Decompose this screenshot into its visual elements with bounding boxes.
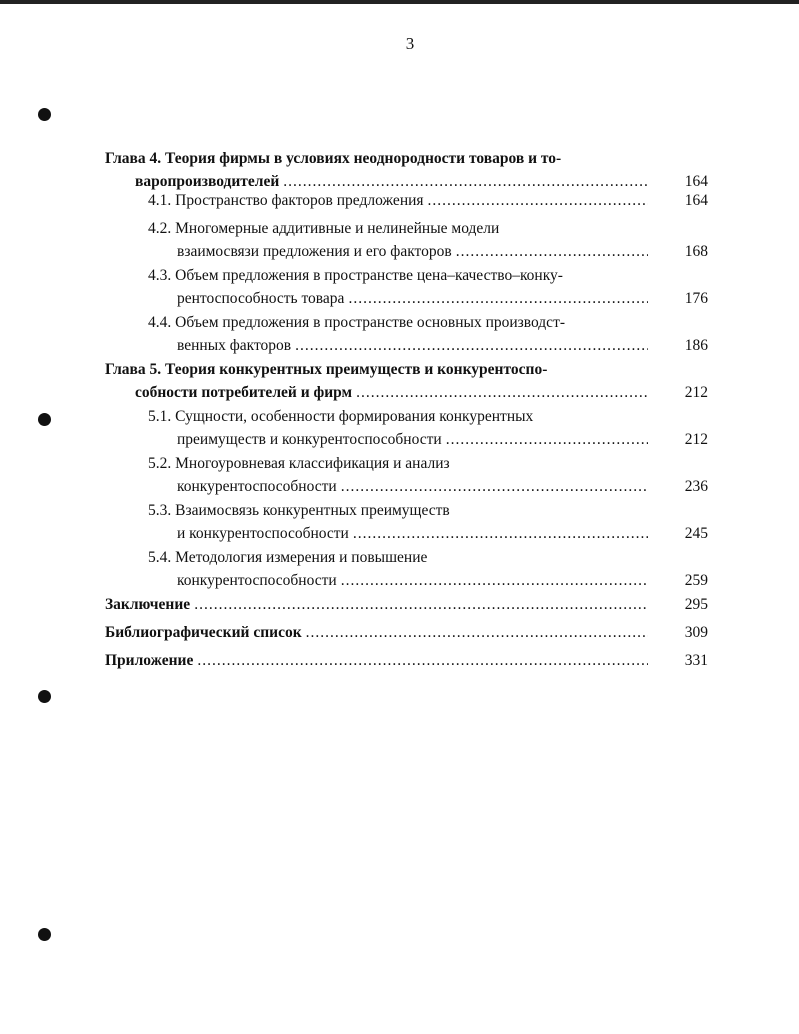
dot-leader	[341, 475, 648, 498]
toc-entry-section-4-2[interactable]	[148, 217, 708, 263]
binder-hole-mark	[38, 928, 51, 941]
toc-page-number: 245	[684, 525, 708, 542]
dot-leader	[306, 621, 648, 644]
toc-entry-conclusion[interactable]	[105, 593, 708, 616]
toc-entry-section-4-1[interactable]	[148, 189, 708, 212]
dot-leader	[456, 240, 648, 263]
toc-entry-section-5-1[interactable]	[148, 405, 708, 451]
toc-page-number: 309	[684, 624, 708, 641]
dot-leader	[194, 593, 648, 616]
toc-entry-title: 5.2. Многоуровневая классификация и анализ	[148, 455, 450, 472]
binder-hole-mark	[38, 108, 51, 121]
toc-entry-appendix[interactable]	[105, 649, 708, 672]
dot-leader	[348, 287, 648, 310]
toc-entry-title: Приложение	[105, 652, 194, 669]
toc-entry-section-5-4[interactable]	[148, 546, 708, 592]
toc-page-number: 259	[684, 572, 708, 589]
toc-entry-title-continued: конкурентоспособности	[177, 478, 337, 495]
toc-entry-title: 4.1. Пространство факторов предложения	[148, 192, 424, 209]
binder-hole-mark	[38, 413, 51, 426]
toc-page-number: 331	[684, 652, 708, 669]
toc-entry-title: 4.2. Многомерные аддитивные и нелинейные модели	[148, 220, 500, 237]
toc-entry-section-4-4[interactable]	[148, 311, 708, 357]
toc-page-number: 164	[684, 173, 708, 190]
toc-entry-section-5-2[interactable]	[148, 452, 708, 498]
toc-page-number: 212	[684, 431, 708, 448]
toc-page-number: 295	[684, 596, 708, 613]
toc-entry-title-continued: собности потребителей и фирм	[135, 384, 353, 401]
toc-entry-title: 4.3. Объем предложения в пространстве цена–качество–конку-	[148, 267, 563, 284]
toc-page-number: 176	[684, 290, 708, 307]
toc-page-number: 164	[684, 192, 708, 209]
toc-entry-title: 5.4. Методология измерения и повышение	[148, 549, 428, 566]
toc-entry-title-continued: варопроизводителей	[135, 173, 280, 190]
toc-entry-title-continued: венных факторов	[177, 337, 292, 354]
toc-page-number: 186	[684, 337, 708, 354]
toc-page-number: 168	[684, 243, 708, 260]
dot-leader	[428, 189, 648, 212]
toc-entry-title: Библиографический список	[105, 624, 302, 641]
toc-entry-title-continued: конкурентоспособности	[177, 572, 337, 589]
toc-entry-title: Заключение	[105, 596, 191, 613]
toc-entry-title-continued: и конкурентоспособности	[177, 525, 349, 542]
toc-entry-bibliography[interactable]	[105, 621, 708, 644]
toc-entry-section-5-3[interactable]	[148, 499, 708, 545]
toc-entry-title: 5.3. Взаимосвязь конкурентных преимуществ	[148, 502, 450, 519]
toc-entry-chapter-4[interactable]	[105, 147, 708, 193]
toc-entry-section-4-3[interactable]	[148, 264, 708, 310]
toc-entry-title: Глава 5. Теория конкурентных преимуществ и конкурентоспо-	[105, 361, 548, 378]
page-number: 3	[405, 34, 415, 53]
toc-page-number: 212	[684, 384, 708, 401]
toc-entry-title: 5.1. Сущности, особенности формирования конкурентных	[148, 408, 534, 425]
toc-entry-title: Глава 4. Теория фирмы в условиях неоднородности товаров и то-	[105, 150, 562, 167]
toc-entry-chapter-5[interactable]	[105, 358, 708, 404]
toc-entry-title-continued: взаимосвязи предложения и его факторов	[177, 243, 452, 260]
scan-top-edge	[0, 0, 799, 4]
toc-page-number: 236	[684, 478, 708, 495]
binder-hole-mark	[38, 690, 51, 703]
dot-leader	[295, 334, 648, 357]
dot-leader	[341, 569, 648, 592]
dot-leader	[356, 381, 648, 404]
toc-entry-title-continued: преимуществ и конкурентоспособности	[177, 431, 442, 448]
dot-leader	[197, 649, 648, 672]
dot-leader	[353, 522, 648, 545]
toc-entry-title: 4.4. Объем предложения в пространстве основных производст-	[148, 314, 566, 331]
dot-leader	[446, 428, 648, 451]
toc-entry-title-continued: рентоспособность товара	[177, 290, 345, 307]
